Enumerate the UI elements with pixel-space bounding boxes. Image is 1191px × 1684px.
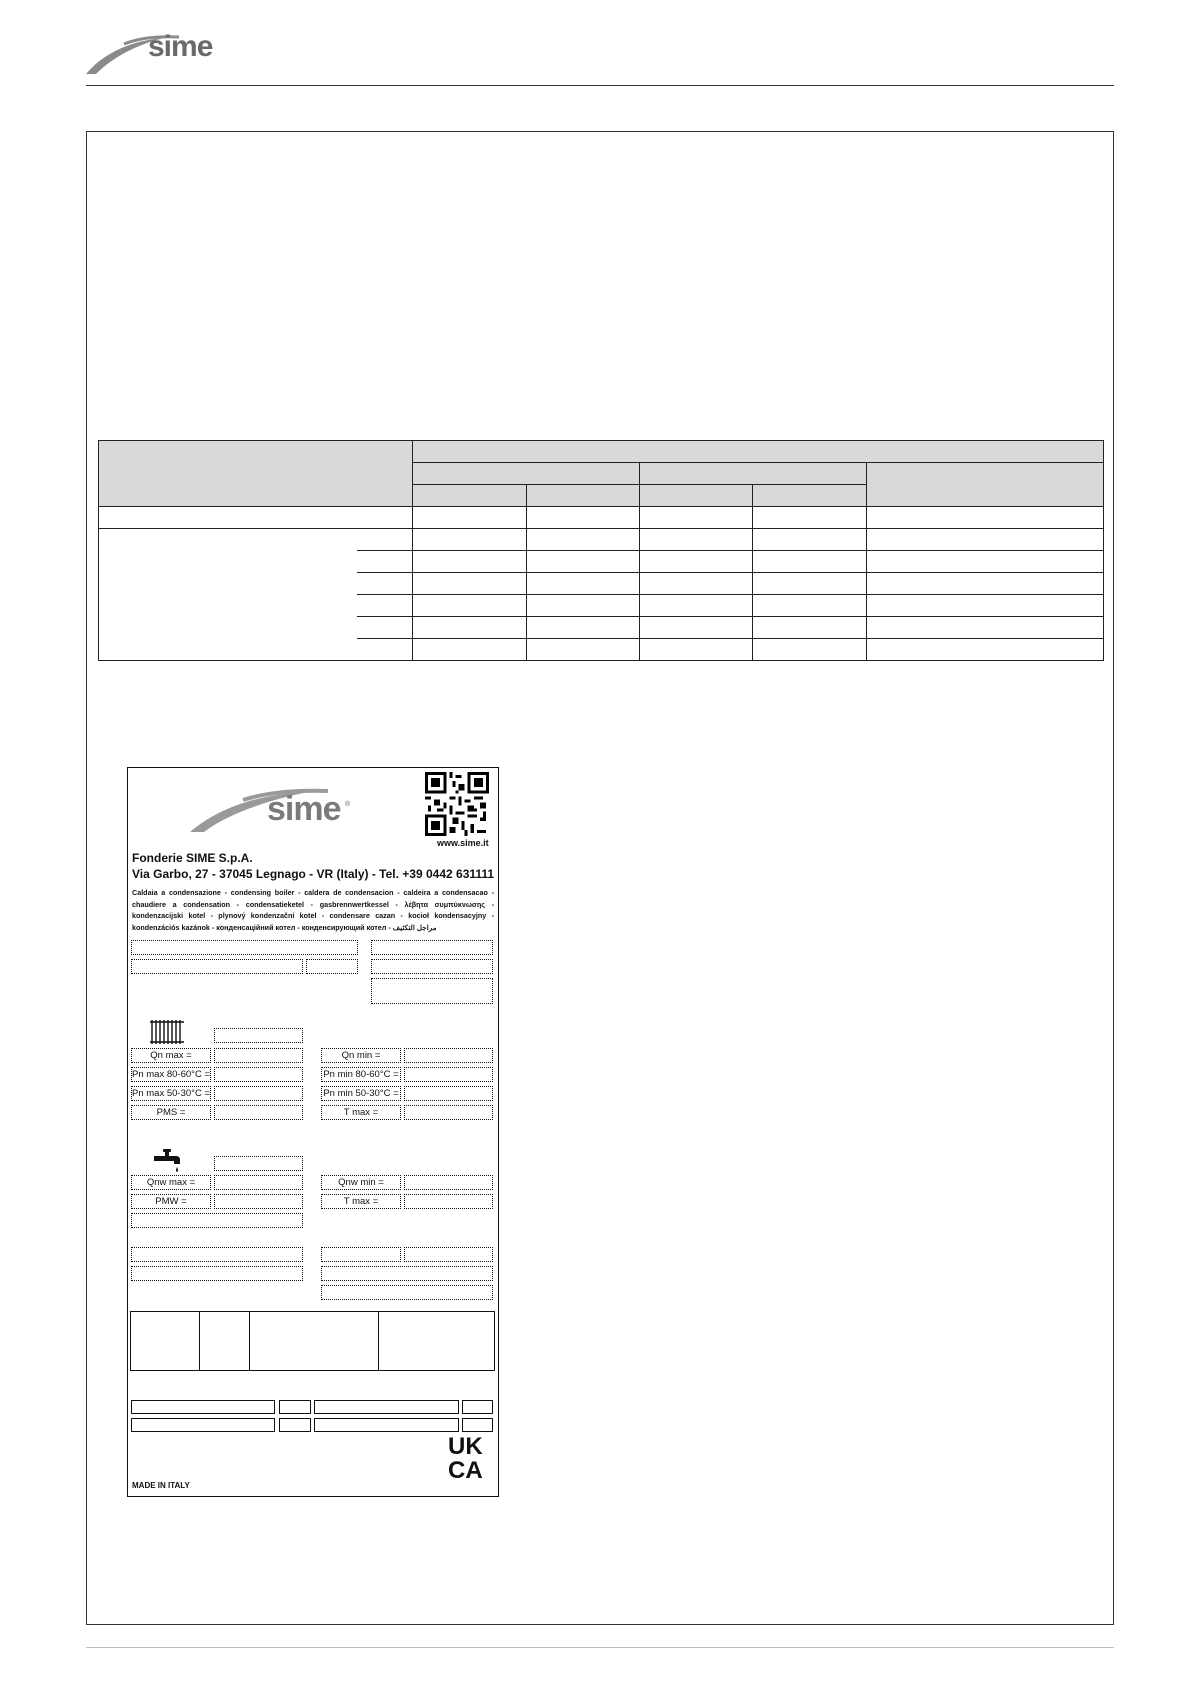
qr-code-icon xyxy=(425,772,489,836)
plate-field xyxy=(131,1400,275,1414)
qn-min-label: Qn min = xyxy=(321,1048,401,1063)
plate-field xyxy=(314,1418,459,1432)
plate-field xyxy=(214,1156,303,1171)
pn-min-8060-field xyxy=(404,1067,493,1082)
website-url: www.sime.it xyxy=(437,838,489,848)
plate-field xyxy=(321,1285,493,1300)
plate-field xyxy=(279,1418,311,1432)
table-header-cell xyxy=(640,463,867,485)
table-cell xyxy=(640,507,753,529)
table-header-cell xyxy=(413,485,527,507)
table-cell xyxy=(527,529,640,551)
table-cell xyxy=(753,551,867,573)
table-cell xyxy=(753,529,867,551)
qn-max-label: Qn max = xyxy=(131,1048,211,1063)
table-cell xyxy=(867,617,1104,639)
pn-max-8060-label: Pn max 80-60°C = xyxy=(132,1069,210,1080)
tmax-dhw-field xyxy=(404,1194,493,1209)
table-cell xyxy=(640,617,753,639)
table-cell xyxy=(640,595,753,617)
plate-field xyxy=(371,940,493,955)
table-cell xyxy=(527,617,640,639)
sime-logo: sime xyxy=(148,30,213,63)
table-cell xyxy=(413,507,527,529)
pn-min-8060-label: Pn min 80-60°C = xyxy=(321,1067,401,1082)
specification-table xyxy=(98,440,1104,661)
table-header-cell xyxy=(527,485,640,507)
ukca-bottom: CA xyxy=(448,1457,483,1480)
box-divider xyxy=(249,1312,250,1370)
table-cell xyxy=(867,639,1104,661)
table-cell xyxy=(413,551,527,573)
radiator-icon xyxy=(148,1018,188,1046)
plate-field xyxy=(404,1247,493,1262)
plate-field xyxy=(321,1266,493,1281)
table-header-cell xyxy=(413,463,640,485)
table-header-cell xyxy=(640,485,753,507)
header-divider xyxy=(86,85,1114,86)
table-cell xyxy=(99,507,413,529)
plate-sime-logo: sime xyxy=(267,790,341,828)
qnw-min-field xyxy=(404,1175,493,1190)
table-cell xyxy=(357,573,413,595)
plate-field xyxy=(314,1400,459,1414)
plate-field xyxy=(131,959,303,974)
pms-label: PMS = xyxy=(131,1105,211,1120)
table-cell xyxy=(357,639,413,661)
pmw-label: PMW = xyxy=(131,1194,211,1209)
plate-field xyxy=(371,959,493,974)
certification-box xyxy=(130,1311,495,1371)
table-cell xyxy=(413,595,527,617)
table-row xyxy=(99,529,1104,551)
table-cell xyxy=(527,551,640,573)
made-in-italy: MADE IN ITALY xyxy=(132,1481,190,1490)
table-cell xyxy=(640,529,753,551)
plate-field xyxy=(371,978,493,1004)
table-header-cell xyxy=(99,441,413,507)
table-cell xyxy=(527,507,640,529)
table-cell xyxy=(753,595,867,617)
table-header-cell xyxy=(753,485,867,507)
plate-field xyxy=(462,1418,493,1432)
table-cell xyxy=(413,529,527,551)
ukca-mark-icon xyxy=(448,1434,492,1480)
pn-max-5030-field xyxy=(214,1086,303,1101)
table-cell xyxy=(357,595,413,617)
table-header-cell xyxy=(413,441,1104,463)
table-cell xyxy=(640,573,753,595)
table-cell xyxy=(867,529,1104,551)
ukca-top: UK xyxy=(448,1434,483,1460)
plate-field xyxy=(131,940,358,955)
table-cell xyxy=(867,551,1104,573)
pn-min-5030-field xyxy=(404,1086,493,1101)
plate-field xyxy=(131,1247,303,1262)
table-cell xyxy=(413,573,527,595)
tmax-heating-field xyxy=(404,1105,493,1120)
pn-max-8060-field xyxy=(214,1067,303,1082)
plate-field xyxy=(214,1028,303,1043)
table-cell xyxy=(640,639,753,661)
rating-plate xyxy=(127,767,499,1497)
tmax-dhw-label: T max = xyxy=(321,1194,401,1209)
table-row xyxy=(99,441,1104,463)
plate-field xyxy=(131,1213,303,1228)
table-header-cell xyxy=(867,463,1104,507)
table-cell xyxy=(867,507,1104,529)
qn-min-field xyxy=(404,1048,493,1063)
pn-min-5030-label: Pn min 50-30°C = xyxy=(321,1086,401,1101)
table-cell xyxy=(753,617,867,639)
table-cell xyxy=(867,595,1104,617)
table-cell xyxy=(753,507,867,529)
plate-field xyxy=(462,1400,493,1414)
qn-max-field xyxy=(214,1048,303,1063)
product-description: Caldaia a condensazione - condensing boiler - caldera de condensacion - caldeira a condensacao - chaudiere a condensation - condensatieketel - gasbrennwertkessel - λέβητα συμπύκνωσης - kondenzacijski kotel - plynový kondenzační kotel - condensare cazan - kocioł kondensacyjny - kondenzációs kazánok - конденсаційний котел - конденсирующий котел - مراجل التكثيف xyxy=(132,888,494,932)
table-row xyxy=(99,507,1104,529)
company-name: Fonderie SIME S.p.A. xyxy=(132,851,253,865)
box-divider xyxy=(378,1312,379,1370)
tap-icon xyxy=(152,1148,182,1176)
plate-field xyxy=(131,1418,275,1432)
footer-divider xyxy=(86,1647,1114,1648)
table-cell xyxy=(753,573,867,595)
page-header xyxy=(0,0,1191,90)
company-info xyxy=(132,850,494,882)
table-cell xyxy=(753,639,867,661)
plate-field xyxy=(321,1247,401,1262)
company-address: Via Garbo, 27 - 37045 Legnago - VR (Italy) - Tel. +39 0442 631111 xyxy=(132,867,495,881)
plate-field xyxy=(279,1400,311,1414)
tmax-heating-label: T max = xyxy=(321,1105,401,1120)
table-cell xyxy=(99,529,357,661)
table-cell xyxy=(867,573,1104,595)
pms-field xyxy=(214,1105,303,1120)
table-cell xyxy=(527,595,640,617)
box-divider xyxy=(199,1312,200,1370)
table-cell xyxy=(357,529,413,551)
table-cell xyxy=(357,551,413,573)
table-cell xyxy=(413,617,527,639)
plate-field xyxy=(306,959,358,974)
plate-field xyxy=(131,1266,303,1281)
table-cell xyxy=(527,573,640,595)
qnw-max-label: Qnw max = xyxy=(131,1175,211,1190)
registered-mark: ® xyxy=(345,801,351,808)
table-cell xyxy=(357,617,413,639)
qnw-min-label: Qnw min = xyxy=(321,1175,401,1190)
table-cell xyxy=(640,551,753,573)
pmw-field xyxy=(214,1194,303,1209)
pn-max-5030-label: Pn max 50-30°C = xyxy=(132,1088,210,1099)
table-cell xyxy=(413,639,527,661)
qnw-max-field xyxy=(214,1175,303,1190)
table-cell xyxy=(527,639,640,661)
